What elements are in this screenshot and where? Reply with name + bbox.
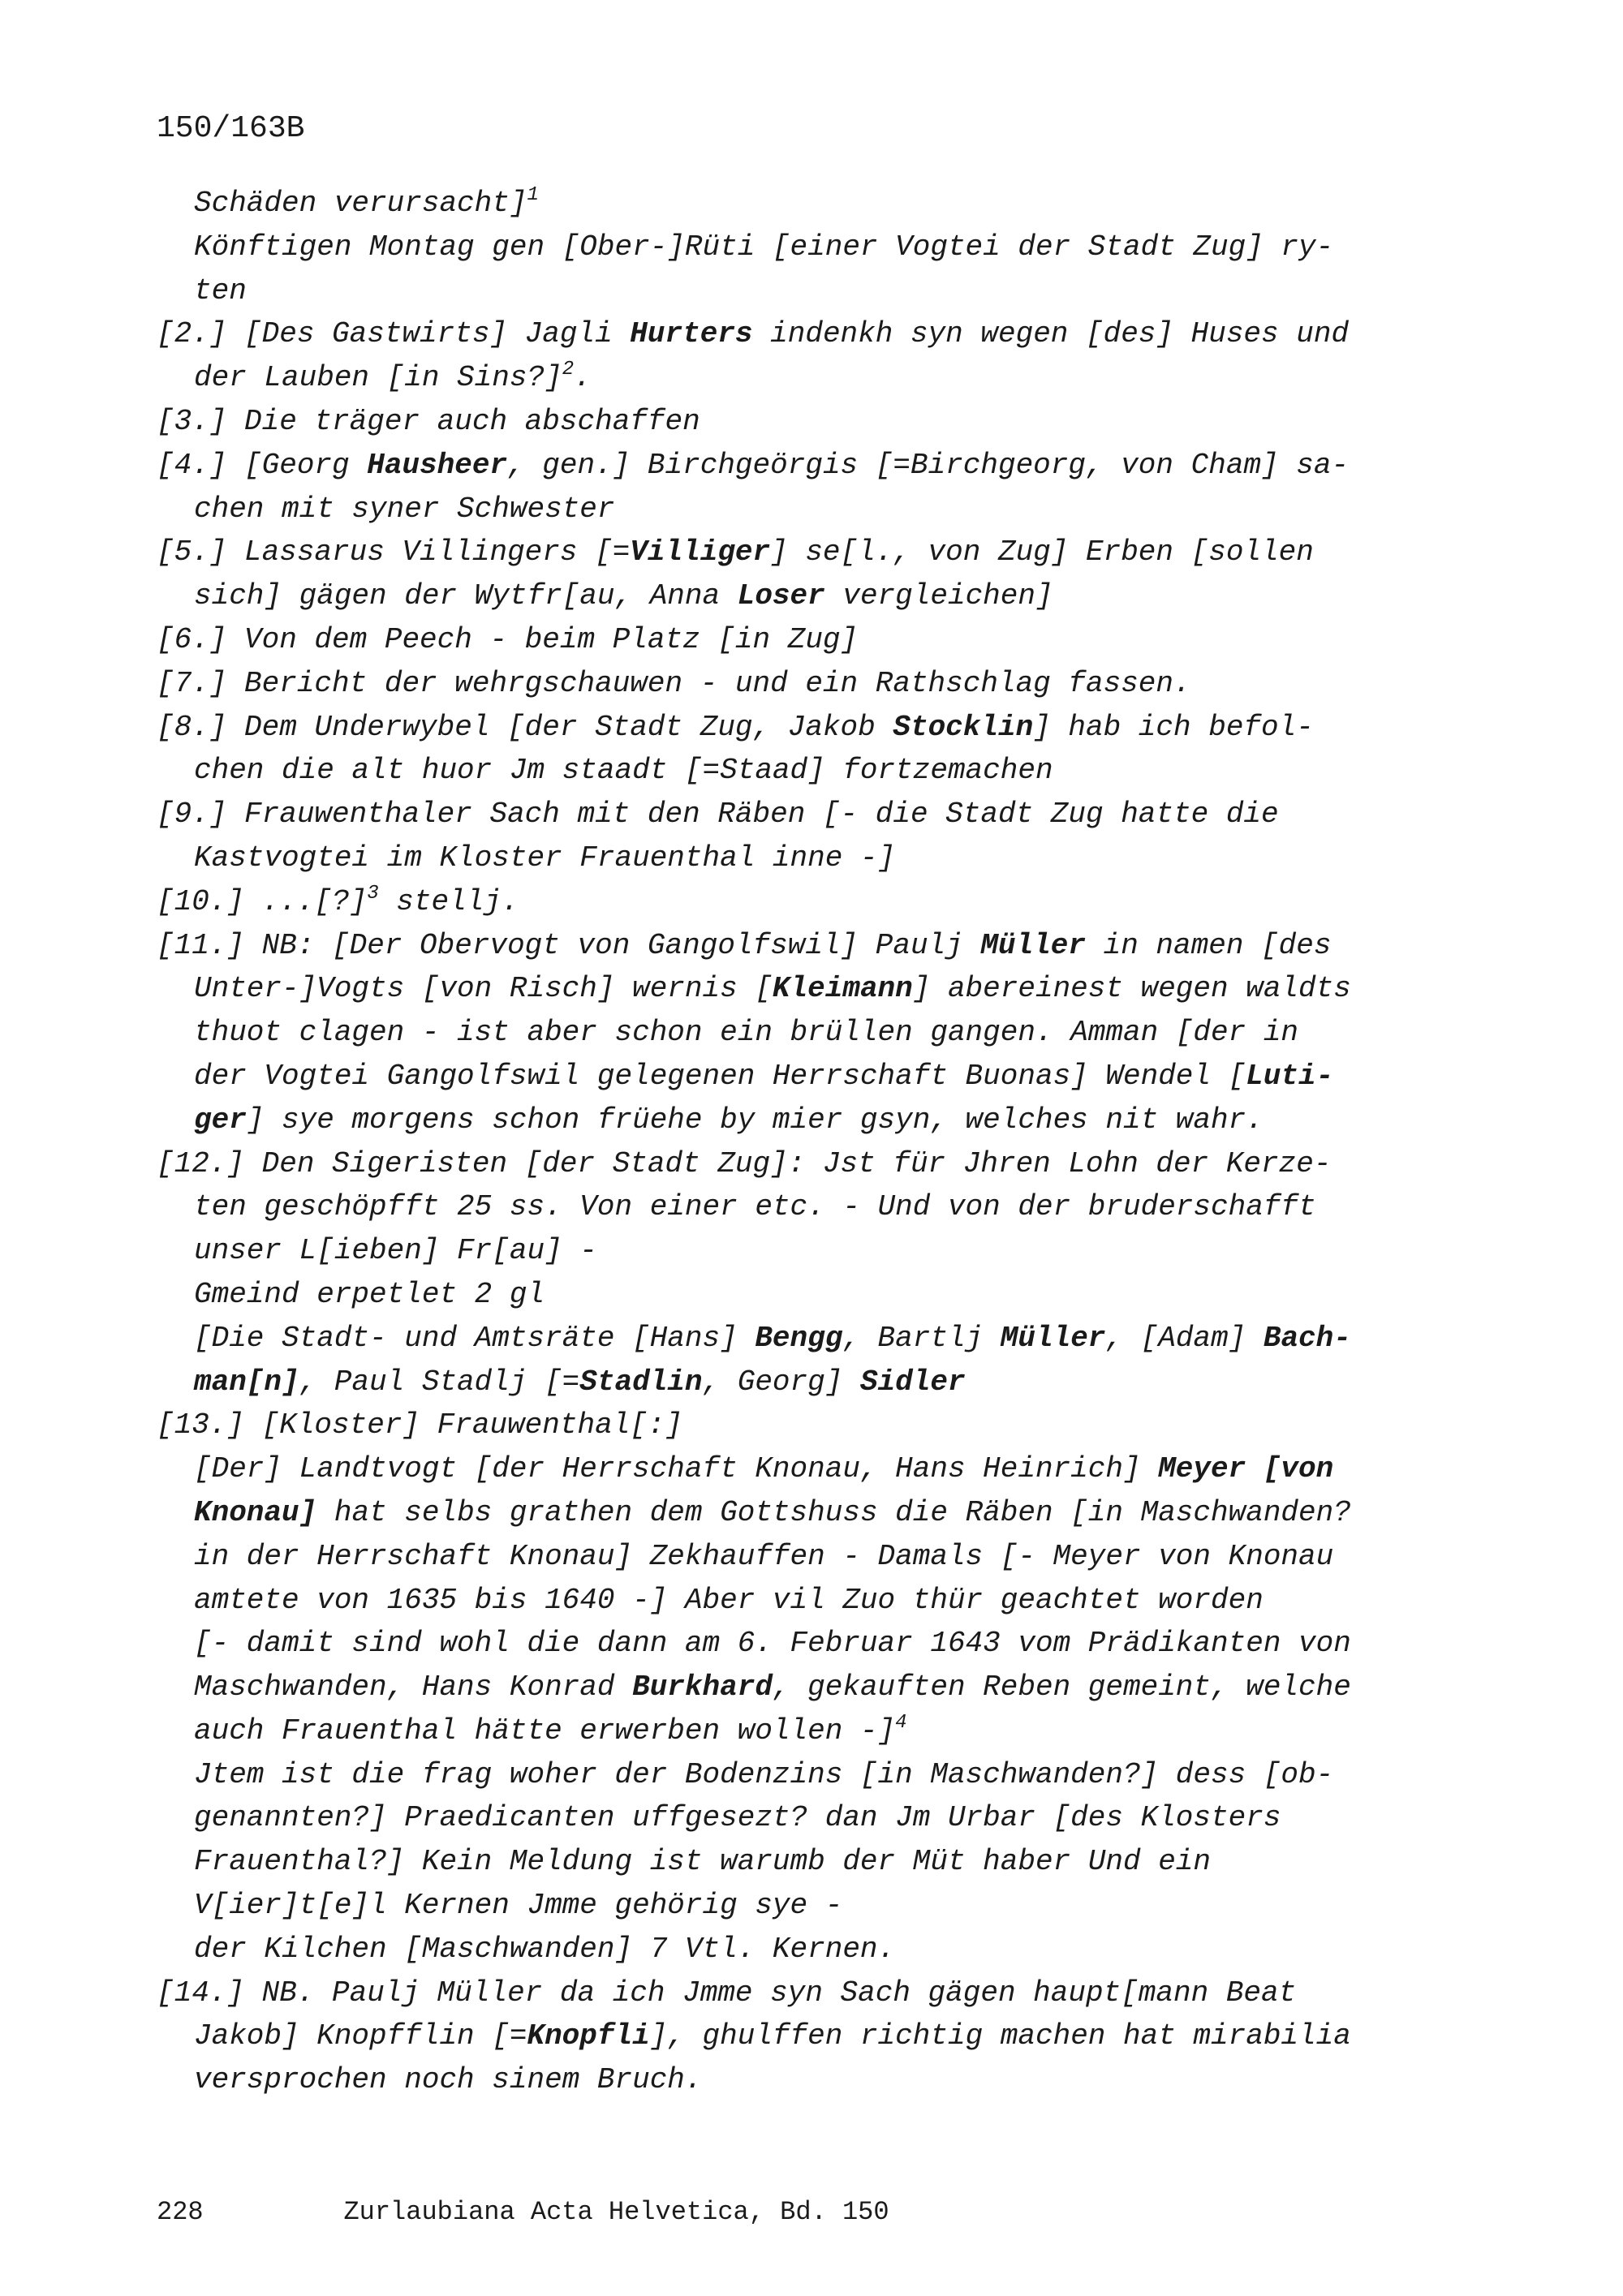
list-item: [Die Stadt- und Amtsräte [Hans] Bengg, Bartlj Müller, [Adam] Bach- man[n], Paul Stadlj [=Stadlin, Georg] Sidler [194,1321,1351,1399]
list-item: [10.] ...[?]$^3$ stellj. [157,882,519,918]
list-item: [8.] Dem Underwybel [der Stadt Zug, Jakob Stocklin] hab ich befol- chen die alt huor Jm staadt [=Staad] fortzemachen [157,710,1314,788]
list-item: Gmeind erpetlet 2 gl [194,1277,545,1311]
list-item: Jtem ist die frag woher der Bodenzins [in Maschwanden?] dess [ob- genannten?] Praedicanten uffgesezt? dan Jm Urbar [des Klosters Frauenthal?] Kein Meldung ist warumb der Müt haber Und ein V[ier]t[e]l Kernen Jmme gehörig sye - [194,1757,1334,1923]
list-item: [14.] NB. Paulj Müller da ich Jmme syn Sach gägen haupt[mann Beat Jakob] Knopfflin [=Knopfli], ghulffen richtig machen hat mirabilia versprochen noch sinem Bruch. [157,1976,1351,2097]
list-item: [2.] [Des Gastwirts] Jagli Hurters indenkh syn wegen [des] Huses und der Lauben [in Sins?]$^2$. [157,317,1350,395]
list-item: der Kilchen [Maschwanden] 7 Vtl. Kernen. [194,1932,896,1966]
list-item: [13.] [Kloster] Frauwenthal[:] [157,1408,683,1443]
page-number: 228 [157,2197,204,2227]
list-item: [12.] Den Sigeristen [der Stadt Zug]: Jst für Jhren Lohn der Kerze- ten geschöpfft 25 ss. Von einer etc. - Und von der bruderschafft unser L[ieben] Fr[au] - [157,1146,1332,1268]
document-number: 150/163B [157,111,305,146]
list-item: [11.] NB: [Der Obervogt von Gangolfswil] Paulj Müller in namen [des Unter-]Vogts [von Risch] wernis [Kleimann] abereinest wegen waldts thuot clagen - ist aber schon ein brüllen gangen. Amman [der in der Vogtei Gangolfswil gelegenen Herrschaft Buonas] Wendel [Luti- ger] sye morgens schon früehe by mier gsyn, welches nit wahr. [157,928,1351,1137]
list-item: [4.] [Georg Hausheer, gen.] Birchgeörgis [=Birchgeorg, von Cham] sa- chen mit syner Schwester [157,448,1350,526]
list-item: [9.] Frauwenthaler Sach mit den Räben [- die Stadt Zug hatte die Kastvogtei im Kloster Frauenthal inne -] [157,798,1279,875]
page-footer [157,2196,889,2229]
list-item: [6.] Von dem Peech - beim Platz [in Zug] [157,622,859,656]
list-item: [5.] Lassarus Villingers [=Villiger] se[l., von Zug] Erben [sollen sich] gägen der Wytfr[au, Anna Loser vergleichen] [157,535,1314,613]
list-item: [Der] Landtvogt [der Herrschaft Knonau, Hans Heinrich] Meyer [von Knonau] hat selbs grathen dem Gottshuss die Räben [in Maschwanden? in der Herrschaft Knonau] Zekhauffen - Damals [- Meyer von Knonau amtete von 1635 bis 1640 -] Aber vil Zuo thür geachtet worden [- damit sind wohl die dann am 6. Februar 1643 vom Prädikanten von Maschwanden, Hans Konrad Burkhard, gekauften Reben gemeint, welche auch Frauenthal hätte erwerben wollen -]$^4$ [194,1452,1351,1748]
series-title: Zurlaubiana Acta Helvetica, Bd. 150 [343,2197,889,2227]
list-item: [3.] Die träger auch abschaffen [157,404,700,438]
list-item: [7.] Bericht der wehrgschauwen - und ein Rathschlag fassen. [157,666,1191,700]
document-body [157,182,1461,2102]
list-item: Könftigen Montag gen [Ober-]Rüti [einer Vogtei der Stadt Zug] ry- ten [194,230,1334,307]
list-item: Schäden verursacht]$^1$ [194,184,539,220]
